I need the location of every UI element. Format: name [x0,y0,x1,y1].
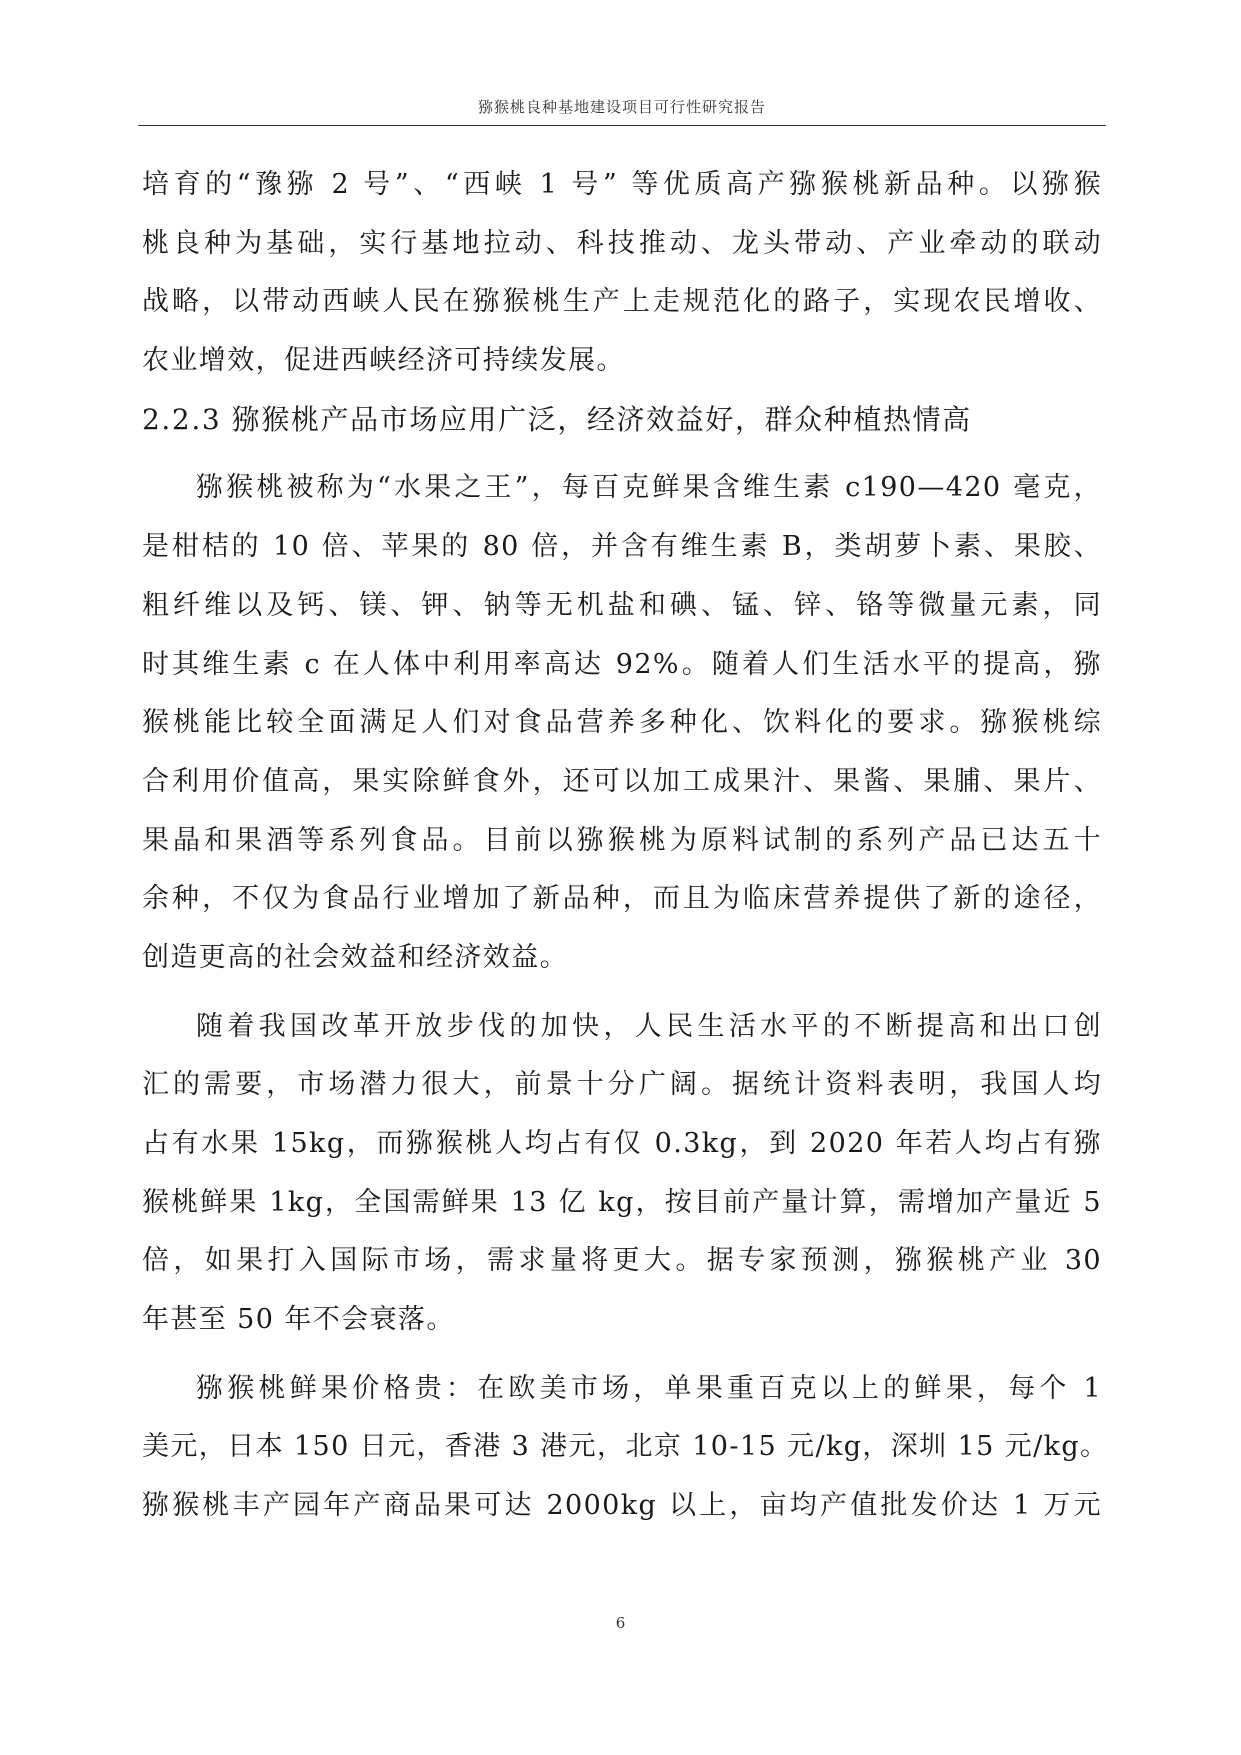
header-divider [138,125,1106,126]
paragraph-line: 汇的需要，市场潜力很大，前景十分广阔。据统计资料表明，我国人均 [142,1069,1102,1101]
page-header: 猕猴桃良种基地建设项目可行性研究报告 [477,98,766,116]
paragraph-line: 合利用价值高，果实除鲜食外，还可以加工成果汁、果酱、果脯、果片、 [142,765,1102,797]
paragraph-line: 战略，以带动西峡人民在猕猴桃生产上走规范化的路子，实现农民增收、 [142,286,1102,318]
paragraph-line: 是柑桔的 10 倍、苹果的 80 倍，并含有维生素 B，类胡萝卜素、果胶、 [142,531,1102,563]
paragraph-line: 余种，不仅为食品行业增加了新品种，而且为临床营养提供了新的途径， [142,883,1102,915]
section-heading: 2.2.3 猕猴桃产品市场应用广泛，经济效益好，群众种植热情高 [142,402,972,436]
paragraph-line: 猴桃能比较全面满足人们对食品营养多种化、饮料化的要求。猕猴桃综 [142,707,1102,739]
paragraph-line: 占有水果 15kg，而猕猴桃人均占有仅 0.3kg，到 2020 年若人均占有猕 [142,1128,1102,1159]
paragraph-line: 年甚至 50 年不会衰落。 [142,1304,455,1336]
paragraph-line: 时其维生素 c 在人体中利用率高达 92%。随着人们生活水平的提高，猕 [142,648,1102,680]
paragraph-line: 粗纤维以及钙、镁、钾、钠等无机盐和碘、锰、锌、铬等微量元素，同 [142,589,1102,621]
paragraph-line: 倍，如果打入国际市场，需求量将更大。据专家预测，猕猴桃产业 30 [142,1245,1102,1277]
paragraph-line: 培育的“豫猕 2 号”、“西峡 1 号” 等优质高产猕猴桃新品种。以猕猴 [142,169,1102,200]
paragraph-line: 随着我国改革开放步伐的加快，人民生活水平的不断提高和出口创 [196,1010,1102,1042]
paragraph-line: 桃良种为基础，实行基地拉动、科技推动、龙头带动、产业牵动的联动 [142,227,1102,259]
paragraph-line: 农业增效，促进西峡经济可持续发展。 [142,345,625,377]
paragraph-line: 果晶和果酒等系列食品。目前以猕猴桃为原料试制的系列产品已达五十 [142,824,1102,856]
paragraph-line: 美元，日本 150 日元，香港 3 港元，北京 10-15 元/kg，深圳 15 元/kg。 [142,1431,1109,1463]
page-number: 6 [615,1614,626,1632]
paragraph-line: 猕猴桃鲜果价格贵：在欧美市场，单果重百克以上的鲜果，每个 1 [196,1372,1102,1404]
paragraph-line: 猴桃鲜果 1kg，全国需鲜果 13 亿 kg，按目前产量计算，需增加产量近 5 [142,1186,1102,1218]
paragraph-line: 创造更高的社会效益和经济效益。 [142,941,568,973]
paragraph-line: 猕猴桃被称为“水果之王”，每百克鲜果含维生素 c190—420 毫克， [196,472,1102,504]
document-body [142,156,1109,1536]
paragraph-line: 猕猴桃丰产园年产商品果可达 2000kg 以上，亩均产值批发价达 1 万元 [142,1490,1102,1522]
